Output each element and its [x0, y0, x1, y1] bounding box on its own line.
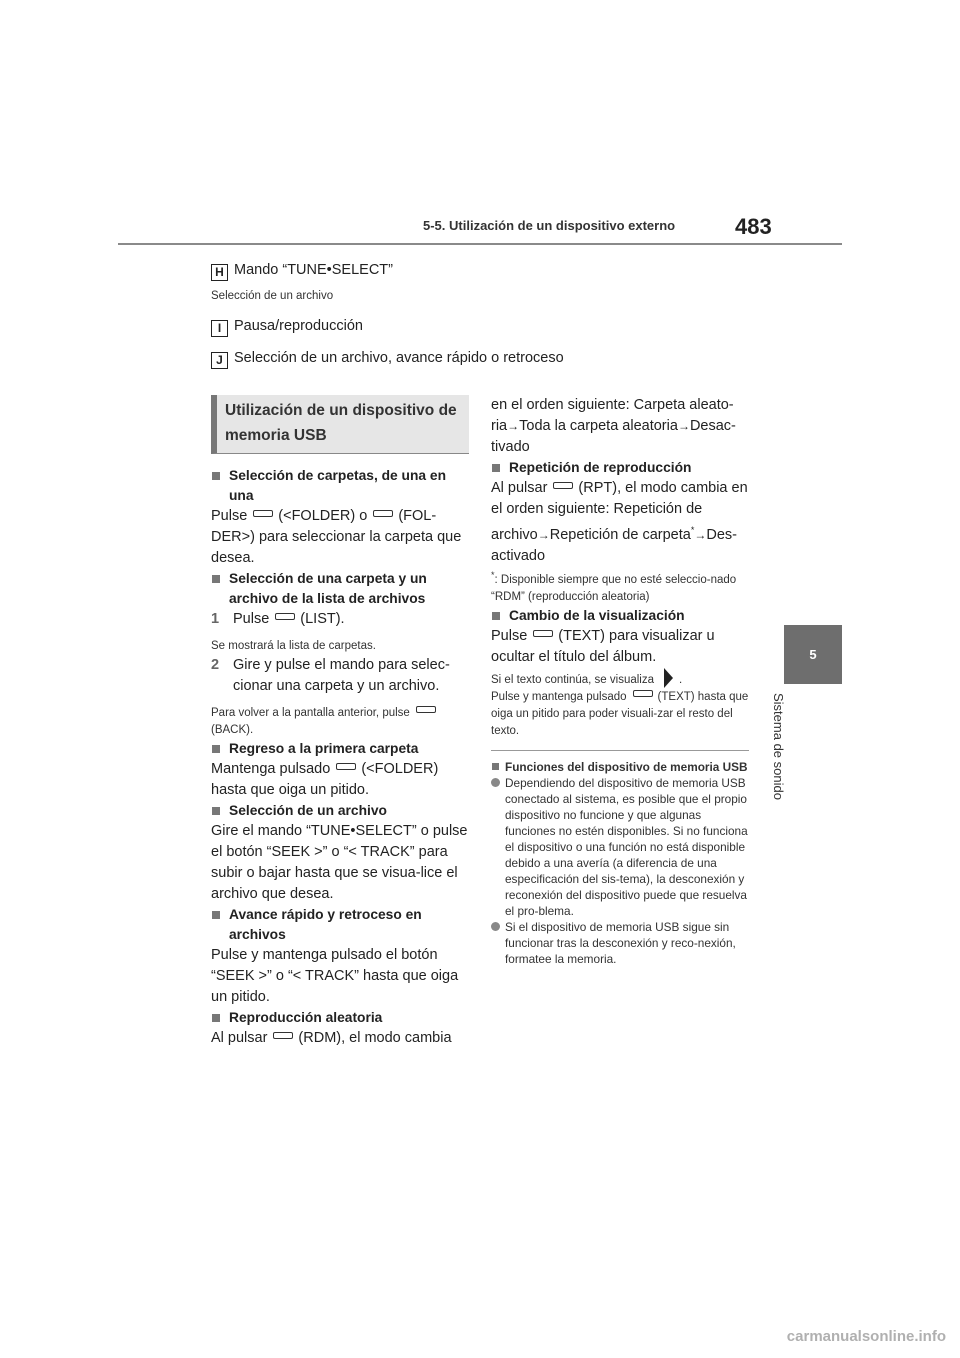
subheading-repeat: Repetición de reproducción: [491, 458, 749, 478]
text: (RPT), el modo cambia en el orden siguiente: Repetición de archivo: [491, 480, 748, 543]
key-i-badge: I: [211, 320, 228, 337]
info-bullet-2: Si el dispositivo de memoria USB sigue sin funcionar tras la desconexión y reco-nexión, formatee la memoria.: [491, 919, 749, 967]
step-number: 1: [211, 611, 220, 627]
button-icon: [253, 510, 273, 517]
watermark: carmanualsonline.info: [786, 1328, 946, 1345]
subheading-ff-rew: Avance rápido y retroceso en archivos: [211, 905, 469, 945]
arrow-icon: →: [694, 527, 707, 542]
text: Mantenga pulsado: [211, 761, 331, 777]
key-j-badge: J: [211, 352, 228, 369]
para-random-cont: [491, 395, 749, 458]
header-rule: [118, 243, 842, 245]
text: (LIST).: [300, 611, 345, 627]
text: (BACK).: [211, 724, 254, 736]
para-ff-rew: Pulse y mantenga pulsado el botón “SEEK >” o “< TRACK” hasta que oiga un pitido.: [211, 947, 459, 1005]
text: (<FOLDER) o: [278, 508, 368, 524]
arrow-icon: →: [507, 419, 520, 433]
item-j: [211, 350, 564, 369]
button-icon: [373, 510, 393, 517]
item-h-note: Selección de un archivo: [211, 290, 334, 302]
subheading-display: Cambio de la visualización: [491, 606, 749, 626]
subheading-random: Reproducción aleatoria: [211, 1008, 469, 1028]
item-j-text: Selección de un archivo, avance rápido o retroceso: [234, 350, 564, 366]
right-column: [491, 395, 749, 967]
text: (TEXT) hasta que oiga un pitido para poder visuali-zar el resto del texto.: [491, 690, 749, 737]
step-1: [211, 609, 469, 630]
step-2: [211, 655, 469, 697]
step-text: [233, 609, 345, 630]
item-i: [211, 318, 363, 337]
section-box-usb: Utilización de un dispositivo de memoria USB: [211, 395, 469, 454]
text: Al pulsar: [491, 480, 548, 496]
button-icon: [416, 706, 436, 713]
para-first-folder: [211, 759, 469, 801]
text: (TEXT) para visualizar u ocultar el título del álbum.: [491, 627, 715, 665]
button-icon: [533, 630, 553, 637]
left-column: [211, 395, 469, 1049]
footnote: [491, 567, 749, 606]
text: Repetición de carpeta: [549, 526, 691, 543]
info-bullet-1: Dependiendo del dispositivo de memoria USB conectado al sistema, es posible que el propio dispositivo no funcione y que algunas funciones no estén disponibles. Si no funciona el dispositivo o una función no está disponible debido a una avería (a diferencia de una especificación del sis-tema), la desconexión y reconexión del dispositivo puede que resuelva el pro-blema.: [491, 775, 749, 919]
button-icon: [336, 763, 356, 770]
note-hold-text: [491, 689, 749, 740]
note-list: Se mostrará la lista de carpetas.: [211, 640, 376, 652]
button-icon: [553, 482, 573, 489]
text: Para volver a la pantalla anterior, pulse: [211, 707, 410, 719]
step-number: 2: [211, 657, 220, 673]
info-divider: [491, 750, 749, 751]
step-text: Gire y pulse el mando para selec-cionar una carpeta y un archivo.: [233, 657, 450, 694]
text: (RDM), el modo cambia: [298, 1030, 452, 1046]
text: en el orden siguiente: Carpeta aleato-ria: [491, 397, 734, 434]
text: (FOL-DER>) para seleccionar la carpeta que desea.: [211, 508, 462, 566]
footnote-marker: *: [491, 569, 495, 580]
chapter-tab: 5: [784, 625, 842, 684]
text: .: [679, 673, 683, 686]
text: Al pulsar: [211, 1030, 268, 1046]
arrow-icon: →: [537, 527, 550, 542]
para-repeat: [491, 478, 749, 567]
para-random: [211, 1028, 469, 1049]
text: Pulse: [211, 508, 248, 524]
text: : Disponible siempre que no esté seleccio-nado “RDM” (reproducción aleatoria): [491, 573, 737, 603]
key-h-badge: H: [211, 264, 228, 281]
text: (<FOLDER) hasta que oiga un pitido.: [211, 761, 439, 798]
text: Toda la carpeta aleatoria: [519, 418, 678, 434]
para-select-file: Gire el mando “TUNE•SELECT” o pulse el botón “SEEK >” o “< TRACK” para subir o bajar hasta que se visua-lice el archivo que desea.: [211, 823, 468, 902]
play-arrow-icon: [664, 668, 673, 688]
page-number: 483: [735, 214, 772, 239]
text: Desac-tivado: [491, 418, 736, 455]
subheading-select-file: Selección de un archivo: [211, 801, 469, 821]
text: Si el texto continúa, se visualiza: [491, 673, 655, 686]
subheading-list: Selección de una carpeta y un archivo de la lista de archivos: [211, 569, 469, 609]
text: Pulse y mantenga pulsado: [491, 690, 627, 703]
para-display: [491, 626, 749, 668]
arrow-icon: →: [677, 419, 690, 433]
text: Des-activado: [491, 526, 737, 564]
button-icon: [275, 613, 295, 620]
text: Pulse: [233, 611, 270, 627]
footnote-marker: *: [690, 525, 695, 535]
chapter-label-text: Sistema de sonido: [771, 693, 786, 800]
button-icon: [633, 690, 653, 697]
subheading-folders: Selección de carpetas, de una en una: [211, 466, 469, 506]
item-h: [211, 262, 393, 281]
note-continue: [491, 668, 749, 689]
note-back: [211, 705, 469, 739]
para-folders: [211, 506, 469, 569]
item-i-text: Pausa/reproducción: [234, 318, 363, 334]
button-icon: [273, 1032, 293, 1039]
item-h-text: Mando “TUNE•SELECT”: [234, 262, 393, 278]
text: Pulse: [491, 627, 528, 644]
info-title: Funciones del dispositivo de memoria USB: [491, 759, 749, 775]
subheading-first-folder: Regreso a la primera carpeta: [211, 739, 469, 759]
section-title: 5-5. Utilización de un dispositivo externo: [423, 218, 676, 233]
